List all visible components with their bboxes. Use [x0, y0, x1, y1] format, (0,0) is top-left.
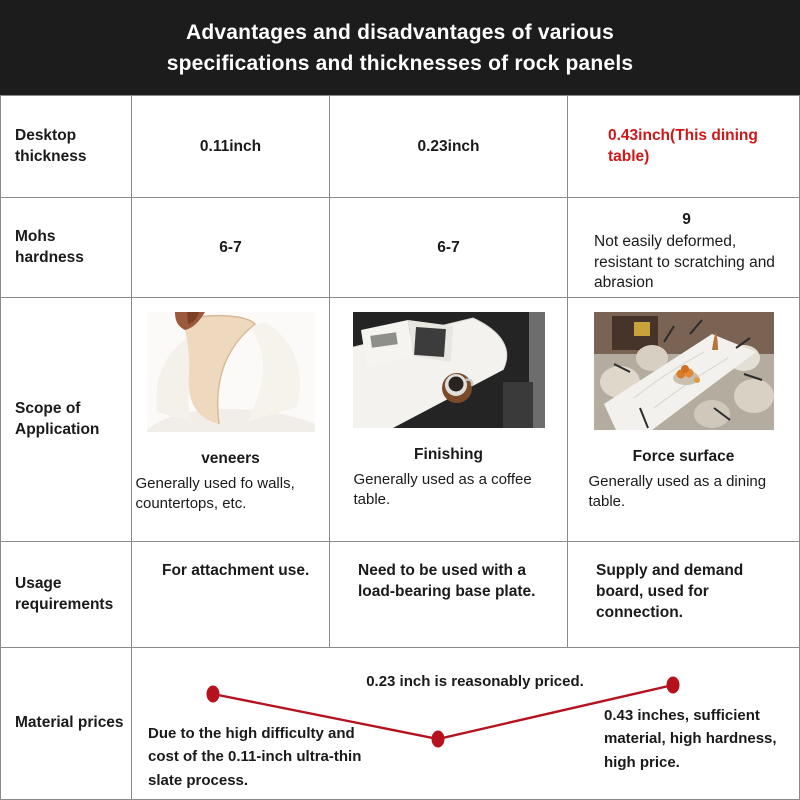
- row-label-desktop-thickness: Desktop thickness: [1, 96, 132, 198]
- dining-table-scene-photo: [594, 312, 774, 430]
- thickness-011-cell: 0.11inch: [132, 96, 330, 198]
- bent-thin-slate-sheet-photo: [147, 312, 315, 432]
- usage-043-cell: Supply and demand board, used for connection.: [568, 542, 799, 648]
- row-label-mohs-hardness: Mohs hardness: [1, 198, 132, 298]
- row-label-material-prices: Material prices: [1, 648, 132, 799]
- comparison-table: [0, 95, 800, 800]
- page-title-line2: specifications and thicknesses of rock panels: [166, 51, 634, 75]
- price-note-043: 0.43 inches, sufficient material, high hardness, high price.: [604, 707, 777, 771]
- hardness-043-cell: [568, 198, 799, 298]
- scope-veneers-desc: Generally used fo walls, countertops, etc.: [135, 475, 295, 512]
- coffee-table-top-photo: [353, 312, 545, 428]
- scope-force-surface-caption: Force surface: [632, 448, 735, 465]
- hardness-043-value: 9: [682, 211, 691, 228]
- price-note-023: 0.23 inch is reasonably priced.: [366, 673, 584, 690]
- row-label-usage-requirements: Usage requirements: [1, 542, 132, 648]
- thickness-043-cell: 0.43inch(This dining table): [568, 96, 799, 198]
- thickness-023-cell: 0.23inch: [330, 96, 568, 198]
- page-title-line1: Advantages and disadvantages of various: [186, 20, 614, 44]
- price-note-011: Due to the high difficulty and cost of the 0.11-inch ultra-thin slate process.: [148, 725, 362, 789]
- scope-force-surface-cell: [568, 298, 799, 542]
- scope-veneers-caption: veneers: [201, 450, 260, 467]
- scope-finishing-desc: Generally used as a coffee table.: [353, 471, 532, 508]
- usage-011-cell: For attachment use.: [132, 542, 330, 648]
- hardness-043-note: Not easily deformed, resistant to scratching and abrasion: [594, 233, 775, 292]
- usage-023-cell: Need to be used with a load-bearing base plate.: [330, 542, 568, 648]
- scope-finishing-caption: Finishing: [414, 446, 483, 463]
- hardness-023-cell: 6-7: [330, 198, 568, 298]
- page-title: [0, 0, 800, 95]
- hardness-011-cell: 6-7: [132, 198, 330, 298]
- price-diagram: [132, 648, 799, 799]
- scope-force-surface-desc: Generally used as a dining table.: [588, 473, 767, 510]
- row-label-scope-of-application: Scope of Application: [1, 298, 132, 542]
- scope-veneers-cell: [132, 298, 330, 542]
- scope-finishing-cell: [330, 298, 568, 542]
